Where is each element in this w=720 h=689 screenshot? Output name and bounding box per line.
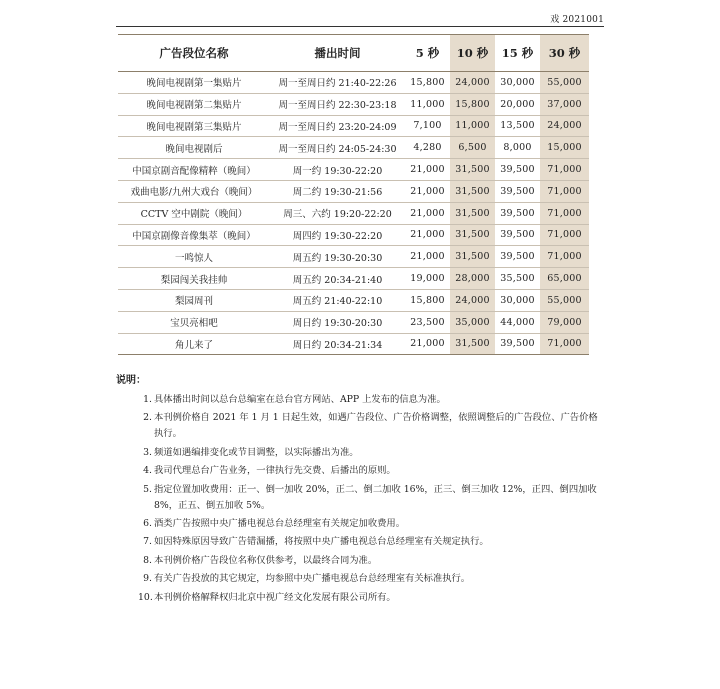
table-row	[118, 72, 589, 94]
cell-price-5s: 15,800	[405, 289, 450, 311]
cell-slot-name: 宝贝亮相吧	[118, 311, 270, 333]
cell-price-30s: 71,000	[540, 159, 589, 181]
cell-price-10s: 31,500	[450, 159, 495, 181]
cell-price-10s: 31,500	[450, 333, 495, 355]
note-number: 6.	[143, 517, 152, 529]
table-row	[118, 202, 589, 224]
cell-price-5s: 19,000	[405, 268, 450, 290]
note-item	[116, 445, 606, 461]
note-item	[116, 392, 606, 408]
cell-price-10s: 6,500	[450, 137, 495, 159]
note-text: 具体播出时间以总台总编室在总台官方网站、APP 上发布的信息为准。	[154, 394, 446, 405]
note-text: 我司代理总台广告业务，一律执行先交费、后播出的原则。	[154, 465, 396, 477]
cell-air-time: 周一至周日约 24:05-24:30	[270, 137, 405, 159]
cell-price-30s: 71,000	[540, 202, 589, 224]
cell-price-30s: 24,000	[540, 115, 589, 137]
header-10s: 10 秒	[450, 35, 495, 72]
cell-price-30s: 15,000	[540, 137, 589, 159]
note-number: 2.	[143, 412, 152, 424]
cell-price-15s: 13,500	[495, 115, 540, 137]
table-row	[118, 93, 589, 115]
header-30s: 30 秒	[540, 35, 589, 72]
cell-air-time: 周五约 21:40-22:10	[270, 289, 405, 311]
cell-price-5s: 15,800	[405, 72, 450, 94]
note-text: 本刊例价格自 2021 年 1 月 1 日起生效，如遇广告段位、广告价格调整，依照调整后的广告段位、广告价格执行。	[154, 412, 598, 440]
table-row	[118, 180, 589, 202]
cell-air-time: 周一至周日约 22:30-23:18	[270, 93, 405, 115]
note-text: 有关广告投放的其它规定，均参照中央广播电视总台总经理室有关标准执行。	[154, 573, 471, 585]
cell-slot-name: 晚间电视剧第一集贴片	[118, 72, 270, 94]
note-number: 7.	[143, 536, 152, 548]
header-5s: 5 秒	[405, 35, 450, 72]
cell-price-5s: 21,000	[405, 180, 450, 202]
cell-air-time: 周一至周日约 23:20-24:09	[270, 115, 405, 137]
cell-price-15s: 20,000	[495, 93, 540, 115]
note-item	[116, 482, 606, 514]
note-number: 9.	[143, 573, 152, 585]
cell-slot-name: 一鸣惊人	[118, 246, 270, 268]
cell-price-15s: 8,000	[495, 137, 540, 159]
cell-slot-name: 角儿来了	[118, 333, 270, 355]
cell-air-time: 周五约 19:30-20:30	[270, 246, 405, 268]
cell-price-5s: 21,000	[405, 333, 450, 355]
document-code: 戏 2021001	[550, 15, 604, 25]
cell-price-10s: 35,000	[450, 311, 495, 333]
cell-slot-name: 晚间电视剧第三集贴片	[118, 115, 270, 137]
note-number: 3.	[143, 446, 152, 458]
cell-price-10s: 31,500	[450, 224, 495, 246]
note-number: 5.	[143, 483, 152, 495]
cell-air-time: 周日约 19:30-20:30	[270, 311, 405, 333]
notes-title: 说明：	[116, 375, 146, 386]
cell-price-10s: 24,000	[450, 289, 495, 311]
cell-price-10s: 31,500	[450, 202, 495, 224]
cell-price-15s: 39,500	[495, 333, 540, 355]
note-item	[116, 410, 606, 442]
cell-slot-name: 戏曲电影/九州大戏台（晚间）	[118, 180, 270, 202]
note-item	[116, 534, 606, 550]
table-row	[118, 333, 589, 355]
note-number: 8.	[143, 554, 152, 566]
note-number: 10.	[138, 591, 153, 603]
note-item	[116, 463, 606, 479]
cell-price-5s: 21,000	[405, 202, 450, 224]
table-row	[118, 289, 589, 311]
cell-air-time: 周一至周日约 21:40-22:26	[270, 72, 405, 94]
notes-list	[116, 392, 606, 606]
cell-price-10s: 11,000	[450, 115, 495, 137]
cell-price-15s: 35,500	[495, 268, 540, 290]
table-row	[118, 159, 589, 181]
cell-air-time: 周日约 20:34-21:34	[270, 333, 405, 355]
cell-price-5s: 23,500	[405, 311, 450, 333]
cell-slot-name: CCTV 空中剧院（晚间）	[118, 202, 270, 224]
notes-section	[116, 371, 606, 608]
note-item	[116, 571, 606, 587]
header-divider	[116, 26, 604, 27]
cell-price-30s: 79,000	[540, 311, 589, 333]
note-text: 指定位置加收费用：正一、倒一加收 20%，正二、倒二加收 16%，正三、倒三加收 12%，正四、倒四加收 8%，正五、倒五加收 5%。	[154, 483, 597, 511]
cell-air-time: 周三、六约 19:20-22:20	[270, 202, 405, 224]
cell-price-15s: 39,500	[495, 202, 540, 224]
cell-price-30s: 71,000	[540, 333, 589, 355]
cell-price-15s: 39,500	[495, 224, 540, 246]
cell-price-5s: 21,000	[405, 246, 450, 268]
table-header-row	[118, 35, 589, 72]
note-item	[116, 553, 606, 569]
cell-slot-name: 中国京剧像音像集萃（晚间）	[118, 224, 270, 246]
cell-price-15s: 39,500	[495, 180, 540, 202]
cell-price-30s: 71,000	[540, 246, 589, 268]
cell-air-time: 周一约 19:30-22:20	[270, 159, 405, 181]
cell-price-15s: 39,500	[495, 159, 540, 181]
cell-price-30s: 37,000	[540, 93, 589, 115]
note-item	[116, 590, 606, 606]
note-number: 4.	[143, 465, 152, 477]
cell-price-15s: 30,000	[495, 72, 540, 94]
cell-air-time: 周五约 20:34-21:40	[270, 268, 405, 290]
table-row	[118, 115, 589, 137]
cell-price-10s: 15,800	[450, 93, 495, 115]
note-text: 本刊例价格广告段位名称仅供参考，以最终合同为准。	[154, 554, 378, 566]
cell-price-30s: 71,000	[540, 180, 589, 202]
cell-price-5s: 7,100	[405, 115, 450, 137]
cell-price-5s: 21,000	[405, 224, 450, 246]
cell-price-30s: 55,000	[540, 72, 589, 94]
table-row	[118, 268, 589, 290]
cell-price-15s: 30,000	[495, 289, 540, 311]
cell-slot-name: 晚间电视剧后	[118, 137, 270, 159]
note-text: 频道如遇编排变化或节目调整，以实际播出为准。	[154, 446, 359, 458]
cell-price-10s: 31,500	[450, 246, 495, 268]
note-text: 酒类广告按照中央广播电视总台总经理室有关规定加收费用。	[154, 517, 406, 529]
cell-price-5s: 4,280	[405, 137, 450, 159]
cell-price-5s: 11,000	[405, 93, 450, 115]
cell-price-30s: 65,000	[540, 268, 589, 290]
cell-price-5s: 21,000	[405, 159, 450, 181]
ad-rate-table	[118, 34, 589, 355]
table-row	[118, 246, 589, 268]
cell-price-15s: 39,500	[495, 246, 540, 268]
cell-slot-name: 梨园闯关我挂帅	[118, 268, 270, 290]
cell-price-30s: 55,000	[540, 289, 589, 311]
table-row	[118, 137, 589, 159]
cell-price-30s: 71,000	[540, 224, 589, 246]
cell-price-15s: 44,000	[495, 311, 540, 333]
cell-air-time: 周四约 19:30-22:20	[270, 224, 405, 246]
cell-price-10s: 24,000	[450, 72, 495, 94]
note-text: 如因特殊原因导致广告错漏播，将按照中央广播电视总台总经理室有关规定执行。	[154, 536, 489, 548]
note-text: 本刊例价格解释权归北京中视广经文化发展有限公司所有。	[154, 591, 396, 603]
cell-price-10s: 28,000	[450, 268, 495, 290]
header-slot-name: 广告段位名称	[118, 35, 270, 72]
header-15s: 15 秒	[495, 35, 540, 72]
header-air-time: 播出时间	[270, 35, 405, 72]
cell-slot-name: 晚间电视剧第二集贴片	[118, 93, 270, 115]
table-row	[118, 224, 589, 246]
cell-slot-name: 中国京剧音配像精粹（晚间）	[118, 159, 270, 181]
cell-slot-name: 梨园周刊	[118, 289, 270, 311]
note-number: 1.	[143, 394, 152, 405]
cell-price-10s: 31,500	[450, 180, 495, 202]
note-item	[116, 516, 606, 532]
cell-air-time: 周二约 19:30-21:56	[270, 180, 405, 202]
table-row	[118, 311, 589, 333]
